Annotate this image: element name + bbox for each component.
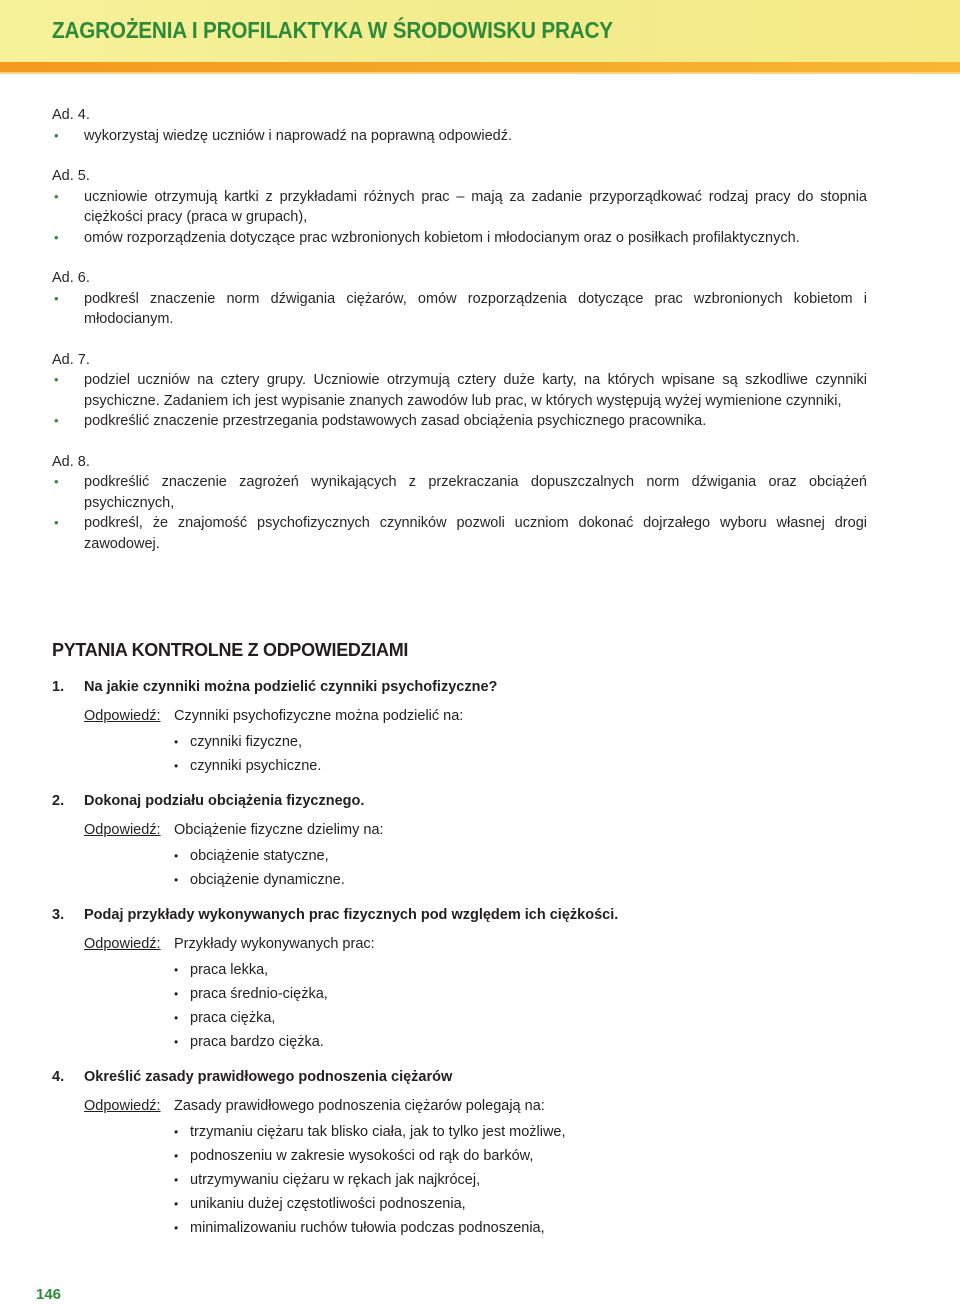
answer-item	[174, 1144, 867, 1168]
bullet-icon: •	[174, 1035, 179, 1049]
answer-item-text: czynniki psychiczne.	[190, 758, 322, 774]
section-heading: Ad. 4.	[52, 107, 90, 123]
bullet-icon: •	[174, 1149, 179, 1163]
bullet-icon: •	[54, 372, 59, 387]
answer-item-text: czynniki fizyczne,	[190, 734, 303, 750]
bullet-icon: •	[54, 290, 59, 306]
bullet-text: podkreśl, że znajomość psychofizycznych czynników pozwoli uczniom dokonać dojrzałego wyboru własnej drogi zawodowej.	[84, 515, 867, 552]
bullet-list	[52, 187, 867, 249]
answer-item-text: praca ciężka,	[190, 1010, 276, 1026]
answer-item-text: praca bardzo ciężka.	[190, 1034, 324, 1050]
answer-item-text: trzymaniu ciężaru tak blisko ciała, jak to tylko jest możliwe,	[190, 1124, 566, 1140]
section-heading: Ad. 7.	[52, 351, 90, 368]
question-block-2	[52, 791, 867, 892]
bullet-text: podziel uczniów na cztery grupy. Uczniowie otrzymują cztery duże karty, na których wpisane są szkodliwe czynniki psychiczne. Zadaniem ich jest wypisanie znanych zawodów lub prac, w których występują wyżej wymienione czynniki,	[84, 372, 867, 409]
question-number: 3.	[52, 907, 65, 923]
answer-item	[174, 730, 867, 754]
answer-label: Odpowiedź:	[84, 936, 161, 952]
bullet-text: podkreślić znaczenie zagrożeń wynikających z przekraczania dopuszczalnych norm dźwigania oraz obciążeń psychicznych,	[84, 474, 867, 511]
answer-item-text: utrzymywaniu ciężaru w rękach jak najkrócej,	[190, 1172, 481, 1188]
bullet-icon: •	[174, 987, 179, 1001]
bullet-icon: •	[174, 1173, 179, 1187]
answer-list	[174, 1120, 867, 1240]
answer-text: Zasady prawidłowego podnoszenia ciężarów polegają na:	[174, 1098, 545, 1114]
bullet-item	[52, 513, 867, 554]
bullet-list	[52, 472, 867, 554]
answer-item-text: praca lekka,	[190, 962, 269, 978]
bullet-text: podkreślić znaczenie przestrzegania podstawowych zasad obciążenia psychicznego pracownika.	[84, 413, 707, 429]
section-heading: Ad. 5.	[52, 168, 90, 184]
answer-line	[84, 820, 867, 840]
header-orange-stripe	[0, 62, 960, 72]
bullet-item	[52, 187, 867, 228]
answer-item	[174, 844, 867, 868]
answer-item	[174, 1168, 867, 1192]
question-number: 4.	[52, 1069, 65, 1085]
question-text: Podaj przykłady wykonywanych prac fizycznych pod względem ich ciężkości.	[84, 907, 619, 923]
bullet-list	[52, 126, 867, 147]
question-line	[52, 791, 867, 811]
answer-item-text: obciążenie statyczne,	[190, 848, 329, 864]
bullet-text: uczniowie otrzymują kartki z przykładami różnych prac – mają za zadanie przyporządkować rodzaj pracy do stopnia ciężkości pracy (praca w grupach),	[84, 188, 867, 225]
bullet-item	[52, 289, 867, 330]
answer-label: Odpowiedź:	[84, 1098, 161, 1114]
section-heading: Ad. 8.	[52, 453, 90, 470]
answer-list	[174, 958, 867, 1054]
answer-item-text: obciążenie dynamiczne.	[190, 872, 345, 888]
ad-section-4	[52, 105, 867, 146]
bullet-icon: •	[174, 1197, 179, 1211]
answer-item	[174, 982, 867, 1006]
bullet-icon: •	[54, 413, 59, 428]
answer-list	[174, 844, 867, 892]
bullet-item	[52, 370, 867, 411]
answer-item-text: unikaniu dużej częstotliwości podnoszenia,	[190, 1196, 466, 1212]
bullet-item	[52, 472, 867, 513]
bullet-icon: •	[174, 1125, 179, 1139]
question-text: Dokonaj podziału obciążenia fizycznego.	[84, 793, 365, 809]
bullet-icon: •	[174, 963, 179, 977]
answer-item-text: minimalizowaniu ruchów tułowia podczas podnoszenia,	[190, 1220, 545, 1236]
bullet-icon: •	[174, 873, 179, 887]
ad-section-7	[52, 350, 867, 432]
bullet-item	[52, 228, 867, 249]
question-text: Na jakie czynniki można podzielić czynniki psychofizyczne?	[84, 679, 498, 695]
question-line	[52, 677, 867, 697]
control-questions-title: PYTANIA KONTROLNE Z ODPOWIEDZIAMI	[52, 640, 409, 660]
question-block-4	[52, 1067, 867, 1240]
ad-section-5	[52, 166, 867, 248]
answer-item	[174, 958, 867, 982]
answer-label: Odpowiedź:	[84, 708, 161, 724]
bullet-text: podkreśl znaczenie norm dźwigania ciężarów, omów rozporządzenia dotyczące prac wzbronionych kobietom i młodocianym.	[84, 290, 867, 327]
bullet-text: omów rozporządzenia dotyczące prac wzbronionych kobietom i młodocianym oraz o posiłkach profilaktycznych.	[84, 229, 800, 246]
answer-text: Czynniki psychofizyczne można podzielić na:	[174, 708, 464, 724]
answer-line	[84, 934, 867, 954]
bullet-icon: •	[174, 759, 179, 773]
answer-item	[174, 754, 867, 778]
answer-item	[174, 1120, 867, 1144]
question-text: Określić zasady prawidłowego podnoszenia ciężarów	[84, 1069, 453, 1085]
bullet-icon: •	[54, 127, 59, 143]
answer-item-text: podnoszeniu w zakresie wysokości od rąk do barków,	[190, 1148, 534, 1164]
ad-sections	[52, 105, 867, 574]
bullet-icon: •	[174, 1221, 179, 1235]
question-block-1	[52, 677, 867, 778]
bullet-icon: •	[54, 474, 59, 489]
bullet-text: wykorzystaj wiedzę uczniów i naprowadź na poprawną odpowiedź.	[84, 127, 512, 144]
question-line	[52, 1067, 867, 1087]
bullet-icon: •	[54, 229, 59, 245]
ad-section-8	[52, 452, 867, 555]
chapter-title: ZAGROŻENIA I PROFILAKTYKA W ŚRODOWISKU PRACY	[52, 17, 613, 43]
bullet-icon: •	[54, 188, 59, 204]
ad-section-6	[52, 268, 867, 330]
bullet-item	[52, 126, 867, 147]
question-number: 1.	[52, 679, 65, 695]
question-number: 2.	[52, 793, 65, 809]
bullet-list	[52, 289, 867, 330]
bullet-icon: •	[54, 515, 59, 530]
question-line	[52, 905, 867, 925]
answer-label: Odpowiedź:	[84, 822, 161, 838]
answer-item	[174, 1030, 867, 1054]
bullet-item	[52, 411, 867, 432]
answer-text: Obciążenie fizyczne dzielimy na:	[174, 822, 384, 838]
answer-text: Przykłady wykonywanych prac:	[174, 936, 375, 952]
answer-item	[174, 1192, 867, 1216]
bullet-list	[52, 370, 867, 432]
section-heading: Ad. 6.	[52, 270, 90, 286]
header-stripe-highlight	[0, 72, 960, 74]
bullet-icon: •	[174, 849, 179, 863]
answer-item	[174, 1006, 867, 1030]
page-number: 146	[36, 1286, 62, 1303]
bullet-icon: •	[174, 735, 179, 749]
answer-item	[174, 1216, 867, 1240]
answer-line	[84, 1096, 867, 1116]
bullet-icon: •	[174, 1011, 179, 1025]
answer-item	[174, 868, 867, 892]
answer-list	[174, 730, 867, 778]
answer-line	[84, 706, 867, 726]
question-block-3	[52, 905, 867, 1054]
answer-item-text: praca średnio-ciężka,	[190, 986, 328, 1002]
